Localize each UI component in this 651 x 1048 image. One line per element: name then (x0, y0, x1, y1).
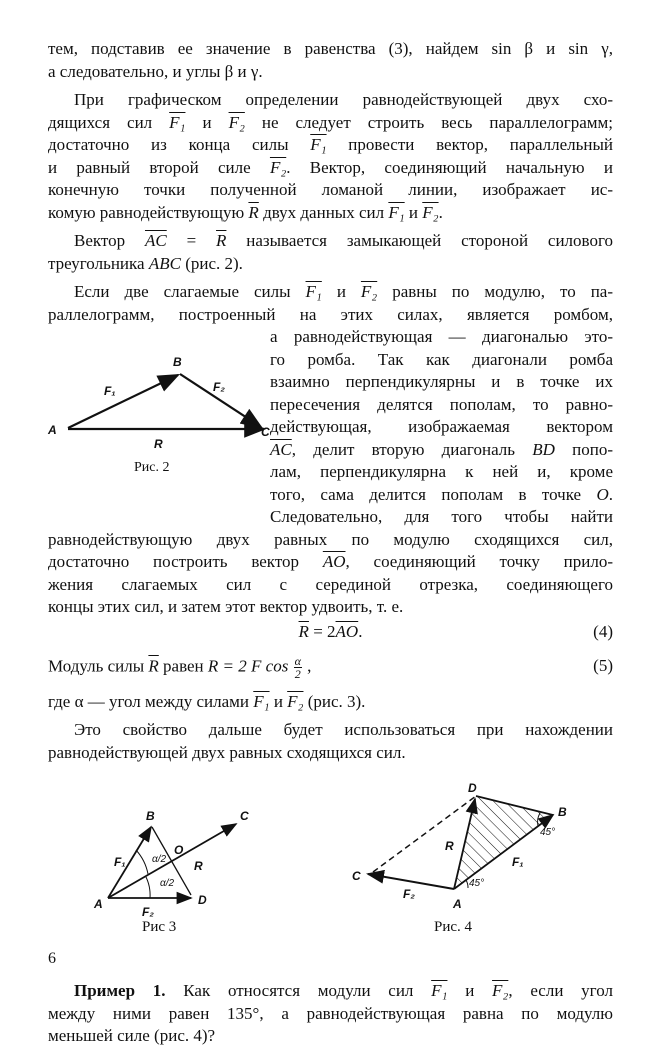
text-line: дящихся сил F₁ и F₂ не следует строить весь параллелограмм; (48, 112, 613, 132)
vector-f1-label: F₁ (512, 855, 524, 869)
text-line: а следовательно, и углы β и γ. (48, 61, 263, 81)
point-c-label: C (261, 425, 270, 439)
vector-f2: F₂ (360, 282, 378, 301)
point-c-label: C (240, 809, 249, 823)
half-angle-label: α/2 (152, 854, 167, 865)
text-line: пересечения делятся пополам, то равно- (270, 394, 613, 414)
paragraph-2 (48, 89, 613, 224)
half-angle-label: α/2 (160, 878, 175, 889)
vector-f2-label: F₂ (403, 887, 415, 901)
paragraph-6 (48, 719, 613, 764)
figure-2-caption: Рис. 2 (134, 460, 170, 475)
vector-r-label: R (194, 859, 203, 873)
formula-4: $\overline{R} = 2\overline{AO}$. (4) (48, 621, 613, 647)
vector-r: $\overline{R}$ (248, 202, 259, 222)
text-line: меньшей силе (рис. 4)? (48, 1026, 216, 1045)
vector-ao: $\overline{AO}$ (322, 552, 346, 571)
text-line: достаточно построить вектор $\overline{AO}$, соединяющий точку прило- (48, 552, 613, 571)
angle-arc (146, 877, 150, 898)
text-line: где α — угол между силами F₁ и F₂ (рис. 3). (48, 691, 366, 711)
point-b-label: B (146, 809, 155, 823)
angle-label: 45° (469, 878, 485, 889)
text-line: го ромба. Так как диагонали ромба (270, 349, 613, 369)
text-line: и равный второй силе F₂. Вектор, соединяющий начальную и (48, 157, 613, 177)
figure-3 (93, 809, 249, 919)
figure-2-diagram (48, 326, 268, 496)
point-b-label: B (558, 805, 567, 819)
text-line: Следовательно, для того чтобы найти (270, 507, 613, 526)
point-o-label: O (174, 843, 184, 857)
text-line: лам, перпендикулярна к ней и, кроме (270, 462, 613, 481)
figure-2-wrap (48, 326, 613, 529)
text-line: раллелограмм, построенный на этих силах, является ромбом, (48, 304, 613, 324)
text-line: треугольника ABC (рис. 2). (48, 253, 243, 273)
text-line: действующая, изображаемая вектором (270, 417, 613, 436)
vector-ao: $\overline{AO}$ (335, 621, 359, 641)
vector-r: $\overline{R}$ (148, 655, 159, 675)
vector-f2: F₂ (422, 202, 439, 222)
text-line: жения слагаемых сил с серединой отрезка, соединяющего (48, 574, 613, 594)
point-b-label: B (173, 355, 182, 369)
vector-f1: F₁ (169, 112, 186, 132)
vector-f2: F₂ (287, 691, 304, 711)
point-a-label: A (453, 897, 462, 911)
paragraph-3 (48, 230, 613, 275)
vector-r: $\overline{R}$ (216, 231, 227, 250)
text-line: $\overline{AC}$, делит вторую диагональ BD попо- (270, 439, 613, 459)
page-number: 6 (48, 950, 56, 967)
figures-3-4 (48, 781, 613, 976)
vector-ac: $\overline{AC}$ (144, 231, 167, 250)
text-line: Это свойство дальше будет использоваться при нахождении (74, 720, 613, 739)
vector-f2: F₂ (269, 157, 287, 177)
vector-f1: F₁ (431, 981, 448, 1000)
vector-f2-label: F₂ (213, 380, 225, 394)
point-d-label: D (468, 781, 477, 795)
vector-f1: F₁ (310, 135, 327, 154)
equation-number: (4) (593, 621, 613, 641)
hatched-area (454, 796, 556, 889)
formula-5: Модуль силы $\overline{R}$ равен R = 2 F cos $\frac{\alpha}{2}$ , (5) (48, 653, 613, 681)
paragraph-4 (48, 281, 613, 326)
vector-ac: $\overline{AC}$ (270, 439, 292, 459)
vector-r-label: R (154, 437, 163, 451)
point-c-label: C (352, 869, 361, 883)
point-a-label: A (94, 897, 103, 911)
point-a-label: A (48, 423, 57, 437)
point-d-label: D (198, 893, 207, 907)
angle-label: 45° (540, 827, 556, 838)
vector-f2: F₂ (492, 981, 509, 1000)
vector-f1: F₁ (253, 691, 270, 711)
paragraph-1 (48, 38, 613, 83)
text-line: Если две слагаемые силы F₁ и F₂ равны по модулю, то па- (74, 282, 613, 301)
angle-arc (466, 880, 468, 888)
text-line: тем, подставив ее значение в равенства (3), найдем sin β и sin γ, (48, 39, 613, 58)
text-line: между ними равен 135°, а равнодействующая равна по модулю (48, 1003, 613, 1023)
figure-2 (48, 326, 268, 496)
fraction: $\frac{\alpha}{2}$ (294, 653, 301, 681)
vector-f1: F₁ (305, 282, 322, 301)
vector-r: $\overline{R}$ (298, 621, 309, 641)
figure-3-caption: Рис 3 (142, 919, 177, 935)
text-line: достаточно из конца силы F₁ провести вектор, параллельный (48, 135, 614, 154)
paragraph-4-cont (48, 529, 613, 619)
text-line: равнодействующей двух равных сходящихся сил. (48, 742, 406, 762)
text-line: равнодействующую двух равных по модулю сходящихся сил, (48, 529, 613, 549)
vector-f1: F₁ (388, 202, 405, 222)
text-line: а равнодействующая — диагональю это- (270, 327, 613, 346)
angle-arc (136, 850, 148, 874)
vector-f1-arrow (68, 375, 178, 428)
text-line: комую равнодействующую $\overline{R}$ двух данных сил F₁ и F₂. (48, 202, 443, 222)
example-paragraph (48, 980, 613, 1048)
page-content (48, 38, 613, 1048)
figure-4-caption: Рис. 4 (434, 919, 473, 935)
vector-f2-label: F₂ (142, 905, 154, 919)
example-heading: Пример 1. (74, 981, 166, 1000)
vector-f1-label: F₁ (104, 384, 116, 398)
text-line: Пример 1. Как относятся модули сил F₁ и F₂, если угол (74, 981, 613, 1000)
wrapped-text (270, 326, 613, 529)
equation-number: (5) (593, 655, 613, 675)
text-line: того, сама делится пополам в точке O. (270, 484, 613, 504)
text-line: взаимно перпендикулярны и в точке их (270, 372, 613, 391)
text-line: При графическом определении равнодействующей двух схо- (74, 90, 613, 109)
text-line: Вектор $\overline{AC} = \overline{R}$ называется замыкающей стороной силового (74, 231, 613, 250)
text-line: концы этих сил, и затем этот вектор удвоить, т. е. (48, 597, 404, 616)
figures-diagram (48, 781, 613, 976)
vector-f1-label: F₁ (114, 855, 126, 869)
text-line: конечную точки полученной ломаной линии, изображает ис- (48, 180, 613, 199)
vector-f2: F₂ (228, 112, 245, 132)
paragraph-5 (48, 691, 613, 714)
figure-4 (352, 781, 567, 911)
vector-r-label: R (445, 839, 454, 853)
